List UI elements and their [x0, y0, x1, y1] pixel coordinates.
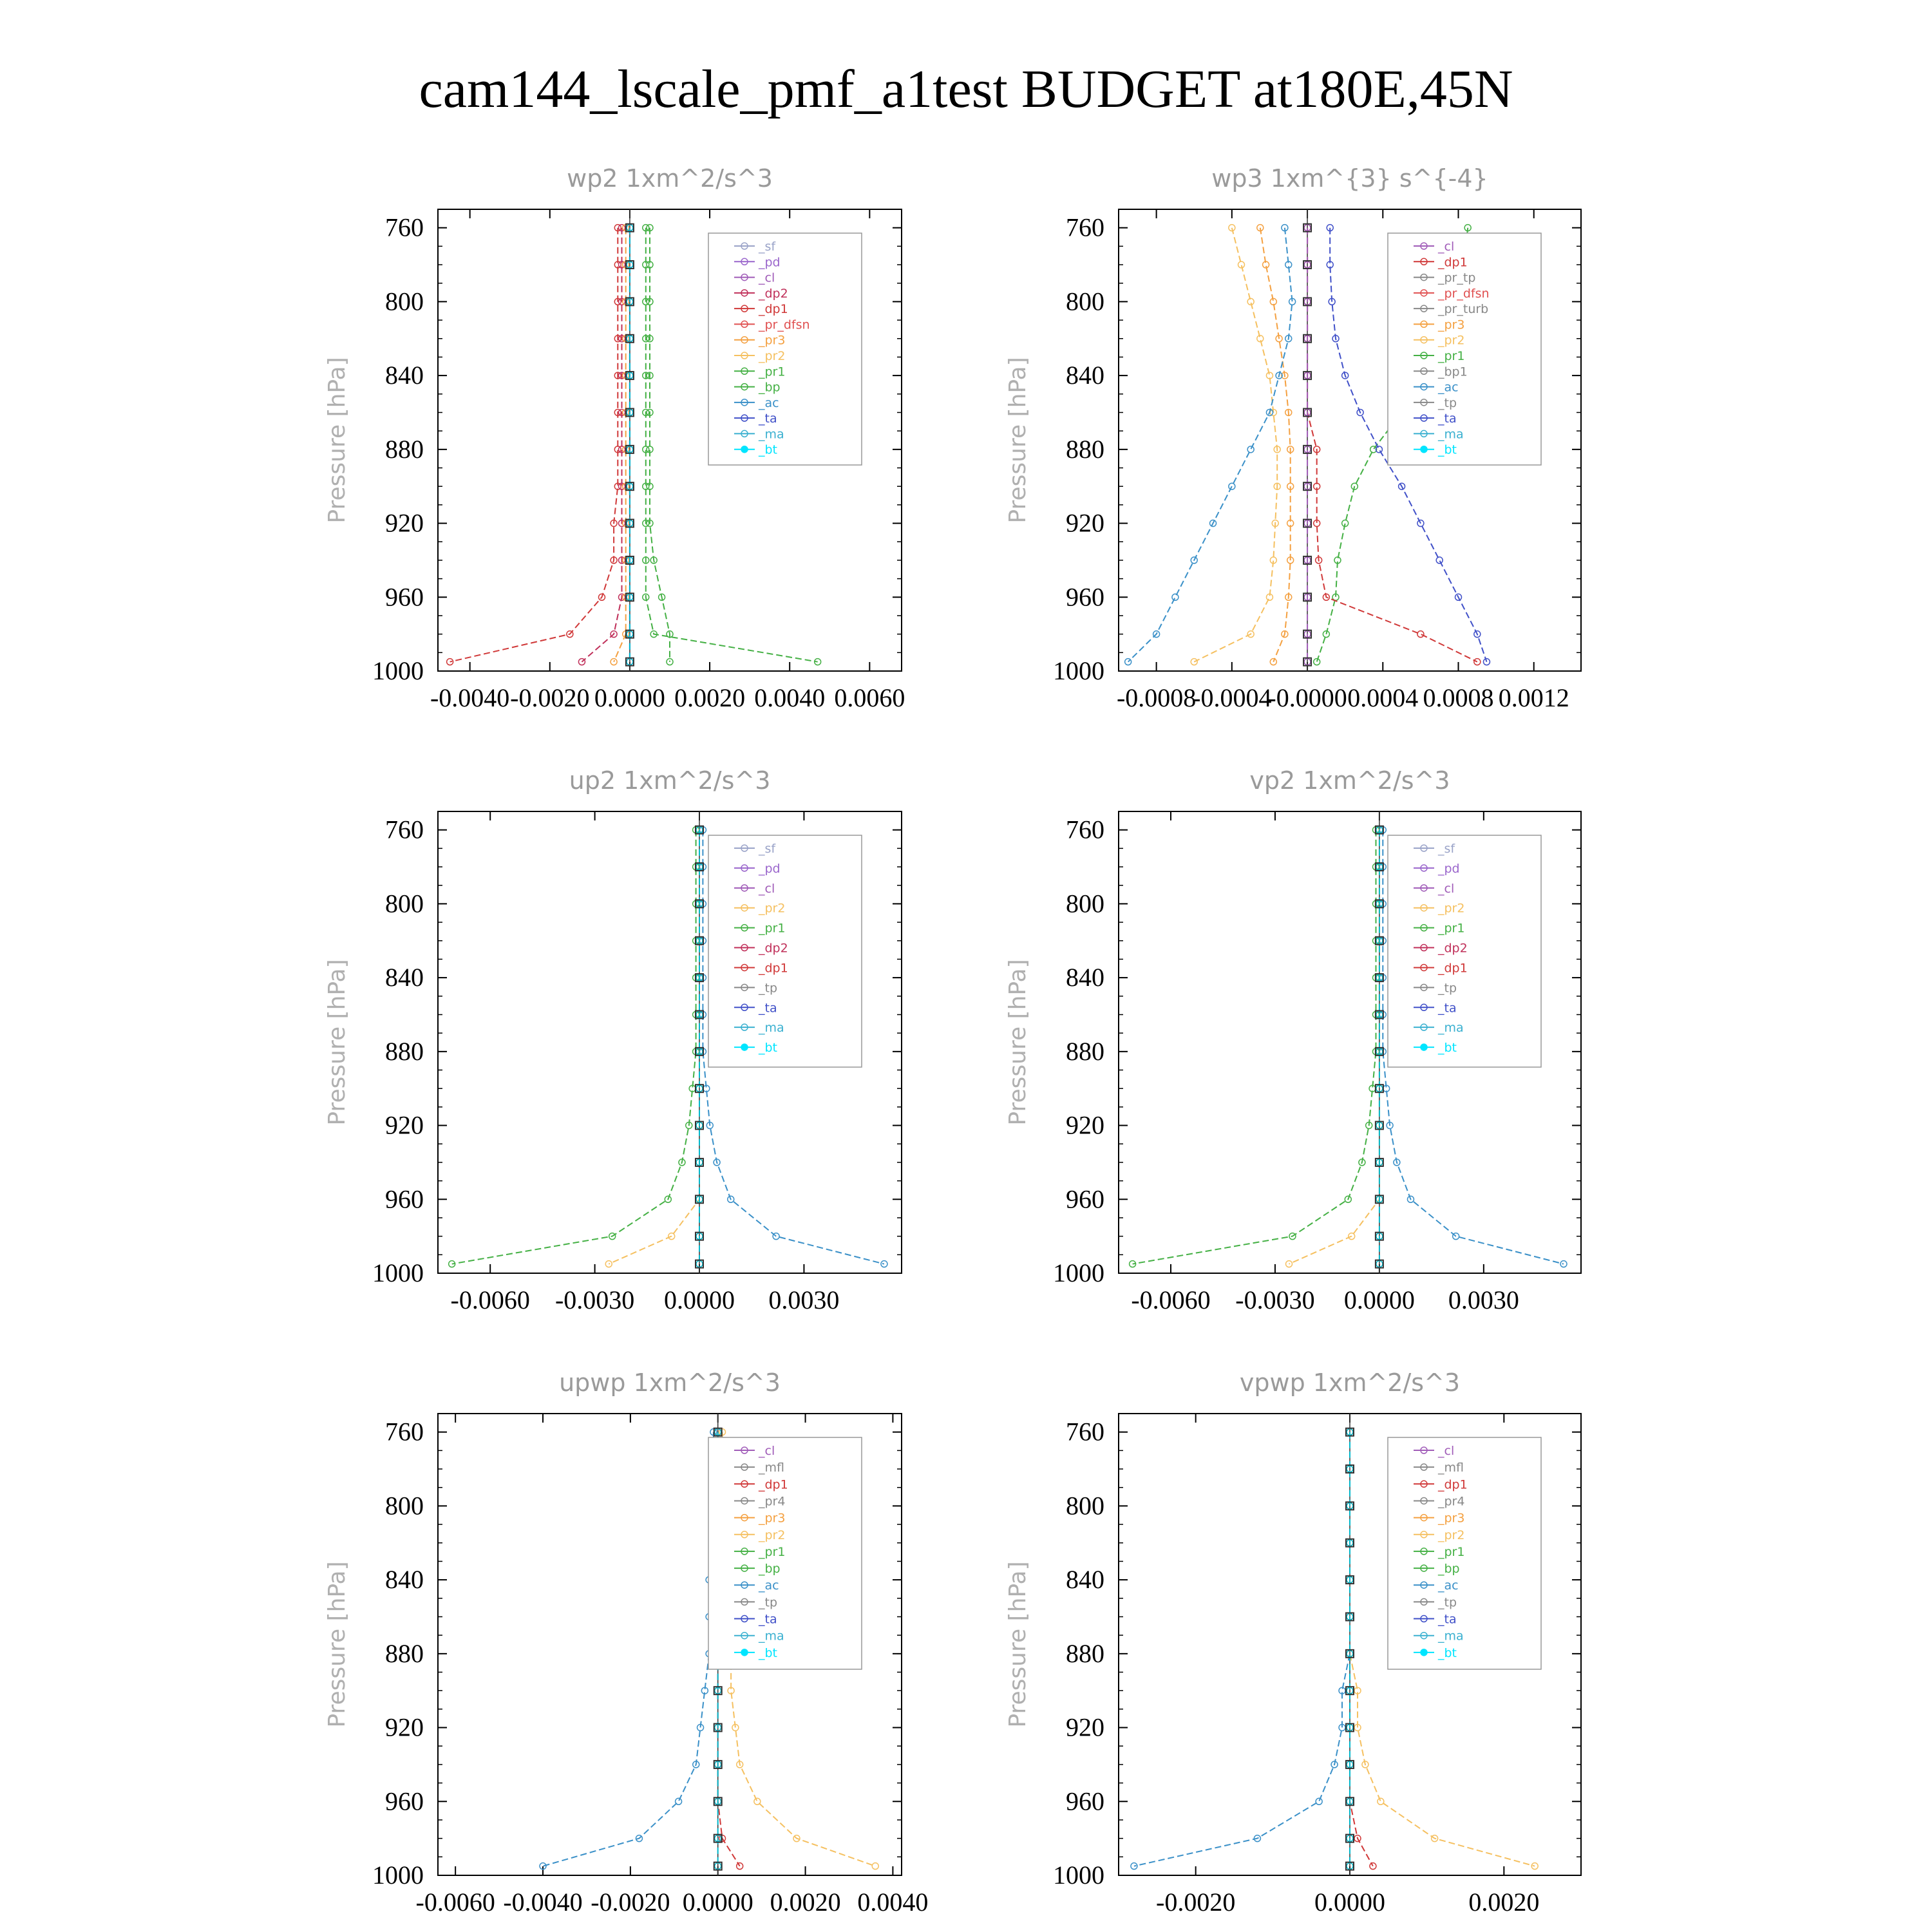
y-tick-label: 880: [385, 1036, 424, 1066]
x-tick-label: 0.0008: [1423, 683, 1494, 712]
legend-label: _ta: [759, 1001, 777, 1016]
legend-label: _pr2: [759, 349, 786, 363]
y-tick-label: 920: [385, 1110, 424, 1140]
y-tick-label: 800: [385, 889, 424, 918]
x-tick-label: -0.0020: [591, 1888, 670, 1917]
series-line-_pr2: [609, 830, 699, 1264]
data-point: [1316, 1798, 1322, 1804]
series-line-_tp: [543, 1432, 714, 1866]
series-line-_tp: [1134, 1432, 1350, 1866]
y-axis-label: Pressure [hPa]: [1005, 959, 1031, 1126]
y-tick-label: 760: [385, 1417, 424, 1446]
legend-label: _dp2: [759, 941, 788, 956]
legend-label: _tp: [1438, 1595, 1457, 1610]
y-tick-label: 800: [385, 1491, 424, 1520]
y-tick-label: 920: [1066, 508, 1104, 538]
y-tick-label: 960: [385, 1786, 424, 1816]
legend-label: _ta: [1438, 412, 1457, 426]
legend-label: _mfl: [1438, 1461, 1464, 1475]
series-line-_pr2: [1194, 228, 1277, 662]
y-tick-label: 960: [385, 1184, 424, 1214]
legend-label: _tp: [1438, 981, 1457, 996]
legend-label: _dp1: [759, 1477, 788, 1492]
legend-label: _pr2: [759, 901, 786, 916]
data-point: [754, 1798, 761, 1804]
legend-marker: [1421, 1044, 1427, 1050]
legend-label: _pr4: [1438, 1494, 1465, 1509]
data-point: [1417, 631, 1424, 638]
legend-label: _cl: [759, 1444, 775, 1458]
legend-label: _cl: [1438, 1444, 1455, 1458]
x-tick-label: 0.0004: [1347, 683, 1419, 712]
y-tick-label: 880: [385, 1638, 424, 1668]
legend-label: _bp1: [1438, 365, 1468, 379]
y-tick-label: 960: [1066, 1786, 1104, 1816]
legend-label: _pr_tp: [1438, 270, 1476, 285]
y-axis-label: Pressure [hPa]: [324, 1561, 350, 1728]
x-tick-label: 0.0020: [674, 683, 746, 712]
figure-title: cam144_lscale_pmf_a1test BUDGET at180E,45N: [419, 59, 1513, 119]
legend-label: _mfl: [759, 1461, 784, 1475]
y-tick-label: 1000: [1053, 1258, 1104, 1287]
legend-label: _bt: [1438, 1645, 1457, 1660]
data-point: [872, 1863, 878, 1870]
data-point: [1247, 446, 1254, 453]
legend-label: _dp1: [1438, 961, 1468, 976]
legend-label: _bt: [1438, 1041, 1457, 1056]
x-tick-label: -0.0040: [430, 683, 510, 712]
legend-label: _ac: [1438, 380, 1459, 395]
x-tick-label: 0.0020: [1468, 1888, 1540, 1917]
legend-label: _dp1: [759, 302, 788, 317]
y-tick-label: 1000: [372, 1258, 424, 1287]
y-tick-label: 760: [385, 213, 424, 242]
x-tick-label: 0.0000: [682, 1888, 753, 1917]
legend-label: _pr4: [759, 1494, 786, 1509]
legend-label: _sf: [1438, 842, 1455, 856]
x-tick-label: 0.0000: [664, 1285, 735, 1314]
x-tick-label: 0.0000: [1343, 1285, 1415, 1314]
subplot-3: [1005, 766, 1581, 1314]
legend-label: _cl: [759, 270, 775, 285]
x-tick-label: 0.0000: [1314, 1888, 1385, 1917]
x-tick-label: 0.0000: [594, 683, 665, 712]
subplot-title: up2 1xm^2/s^3: [569, 766, 771, 795]
subplot-title: vp2 1xm^2/s^3: [1249, 766, 1450, 795]
legend-label: _ac: [1438, 1578, 1459, 1593]
legend-label: _dp2: [1438, 941, 1468, 956]
legend-label: _ac: [759, 395, 779, 410]
legend-label: _pr1: [759, 921, 786, 936]
y-tick-label: 1000: [372, 656, 424, 685]
y-axis-label: Pressure [hPa]: [1005, 357, 1031, 524]
legend-label: _ta: [1438, 1001, 1457, 1016]
legend-label: _sf: [759, 842, 776, 856]
data-point: [1436, 557, 1443, 564]
legend-label: _ta: [759, 412, 777, 426]
y-axis-label: Pressure [hPa]: [1005, 1561, 1031, 1728]
legend-label: _ma: [759, 1629, 784, 1643]
legend-marker: [741, 1044, 748, 1050]
legend-label: _pr1: [759, 365, 786, 379]
x-tick-label: 0.0012: [1498, 683, 1569, 712]
y-axis-label: Pressure [hPa]: [324, 959, 350, 1126]
x-tick-label: 0.0040: [754, 683, 826, 712]
y-tick-label: 880: [1066, 434, 1104, 464]
x-tick-label: -0.0060: [1131, 1285, 1211, 1314]
series-line-_bp: [650, 228, 670, 662]
subplot-title: wp2 1xm^2/s^3: [567, 164, 773, 193]
legend-label: _pr3: [1438, 1511, 1465, 1526]
legend-label: _pr2: [1438, 1528, 1465, 1542]
legend-label: _cl: [1438, 881, 1455, 896]
x-tick-label: -0.0030: [1235, 1285, 1315, 1314]
legend-label: _dp1: [1438, 1477, 1468, 1492]
series-line-_pr2: [1289, 830, 1379, 1264]
y-tick-label: 880: [385, 434, 424, 464]
legend-label: _pr3: [1438, 317, 1465, 332]
legend-label: _pd: [1438, 861, 1460, 876]
y-tick-label: 800: [1066, 889, 1104, 918]
y-tick-label: 840: [385, 963, 424, 992]
legend-marker: [741, 446, 748, 453]
subplot-4: [324, 1368, 928, 1917]
y-tick-label: 800: [1066, 287, 1104, 316]
x-tick-label: -0.0030: [554, 1285, 635, 1314]
legend-label: _ma: [759, 1021, 784, 1036]
legend-label: _pr1: [1438, 349, 1465, 363]
legend-marker: [1421, 446, 1427, 453]
x-tick-label: -0.0020: [1156, 1888, 1236, 1917]
legend-label: _ta: [1438, 1612, 1457, 1627]
legend-label: _pr3: [759, 333, 786, 348]
x-tick-label: -0.0040: [503, 1888, 583, 1917]
legend-label: _pr_dfsn: [759, 317, 810, 332]
legend-label: _pr1: [1438, 1544, 1465, 1559]
x-tick-label: 0.0060: [834, 683, 905, 712]
legend-label: _sf: [759, 240, 776, 254]
legend-label: _dp1: [759, 961, 788, 976]
legend-label: _bt: [759, 442, 778, 457]
data-point: [1172, 594, 1179, 600]
data-point: [881, 1261, 887, 1267]
y-tick-label: 960: [385, 582, 424, 612]
y-tick-label: 960: [1066, 1184, 1104, 1214]
legend-label: _cl: [759, 881, 775, 896]
series-line-_dp1: [1133, 830, 1376, 1264]
legend-label: _pr1: [1438, 921, 1465, 936]
series-line-_dp1: [450, 228, 618, 662]
y-tick-label: 920: [385, 1712, 424, 1742]
y-tick-label: 840: [385, 361, 424, 390]
subplot-title: wp3 1xm^{3} s^{-4}: [1211, 164, 1488, 193]
legend-label: _pr2: [759, 1528, 786, 1542]
legend-label: _tp: [1438, 395, 1457, 410]
legend-marker: [1421, 1649, 1427, 1656]
data-point: [1378, 1798, 1384, 1804]
x-tick-label: -0.0060: [450, 1285, 530, 1314]
legend-label: _ma: [1438, 427, 1464, 442]
data-point: [676, 1798, 682, 1804]
data-point: [605, 1261, 612, 1267]
legend-label: _bt: [759, 1041, 778, 1056]
legend-label: _pr_dfsn: [1438, 286, 1490, 301]
y-tick-label: 840: [1066, 1565, 1104, 1595]
legend-label: _pd: [759, 861, 781, 876]
series-line-_ac: [1128, 228, 1293, 662]
subplot-title: vpwp 1xm^2/s^3: [1239, 1368, 1461, 1397]
x-tick-label: -0.0020: [510, 683, 590, 712]
subplot-title: upwp 1xm^2/s^3: [559, 1368, 781, 1397]
x-tick-label: 0.0030: [1448, 1285, 1519, 1314]
x-tick-label: 0.0020: [770, 1888, 841, 1917]
legend-label: _ta: [759, 1612, 777, 1627]
y-tick-label: 880: [1066, 1036, 1104, 1066]
subplot-1: [1005, 164, 1581, 712]
legend-label: _ma: [1438, 1021, 1464, 1036]
legend-marker: [741, 1649, 748, 1656]
subplot-2: [324, 766, 902, 1314]
legend-label: _pr_turb: [1438, 302, 1489, 317]
legend-label: _pr2: [1438, 333, 1465, 348]
y-axis-label: Pressure [hPa]: [324, 357, 350, 524]
legend-label: _ma: [759, 427, 784, 442]
subplot-5: [1005, 1368, 1581, 1917]
y-tick-label: 840: [385, 1565, 424, 1595]
legend-label: _tp: [759, 981, 778, 996]
legend-label: _tp: [759, 1595, 778, 1610]
series-line-_pr3: [614, 228, 626, 662]
y-tick-label: 920: [385, 508, 424, 538]
y-tick-label: 920: [1066, 1712, 1104, 1742]
legend-label: _bp: [759, 380, 781, 395]
y-tick-label: 760: [1066, 213, 1104, 242]
legend-label: _bt: [759, 1645, 778, 1660]
x-tick-label: 0.0040: [857, 1888, 929, 1917]
x-tick-label: -0.0004: [1192, 683, 1272, 712]
y-tick-label: 920: [1066, 1110, 1104, 1140]
legend-label: _pd: [759, 255, 781, 270]
y-tick-label: 1000: [1053, 1861, 1104, 1889]
y-tick-label: 1000: [372, 1861, 424, 1889]
y-tick-label: 760: [1066, 815, 1104, 844]
series-line-_pr3: [1260, 228, 1291, 662]
legend-label: _bp: [759, 1562, 781, 1577]
y-tick-label: 840: [1066, 963, 1104, 992]
x-tick-label: 0.0030: [768, 1285, 840, 1314]
legend-label: _ma: [1438, 1629, 1464, 1643]
y-tick-label: 800: [1066, 1491, 1104, 1520]
subplot-0: [324, 164, 905, 712]
legend-label: _pr1: [759, 1544, 786, 1559]
y-tick-label: 1000: [1053, 656, 1104, 685]
legend-label: _ac: [759, 1578, 779, 1593]
y-tick-label: 760: [385, 815, 424, 844]
data-point: [1125, 659, 1132, 665]
legend-label: _dp1: [1438, 255, 1468, 270]
legend-label: _bt: [1438, 442, 1457, 457]
legend-label: _pr3: [759, 1511, 786, 1526]
legend-label: _pr2: [1438, 901, 1465, 916]
x-tick-label: -0.0008: [1116, 683, 1197, 712]
y-tick-label: 840: [1066, 361, 1104, 390]
data-point: [1314, 659, 1320, 665]
legend-label: _bp: [1438, 1562, 1460, 1577]
x-tick-label: -0.0000: [1267, 683, 1347, 712]
legend-label: _cl: [1438, 240, 1455, 254]
x-tick-label: -0.0060: [415, 1888, 495, 1917]
y-tick-label: 760: [1066, 1417, 1104, 1446]
legend-label: _dp2: [759, 286, 788, 301]
y-tick-label: 880: [1066, 1638, 1104, 1668]
series-line-_dp1: [452, 830, 696, 1264]
y-tick-label: 960: [1066, 582, 1104, 612]
y-tick-label: 800: [385, 287, 424, 316]
